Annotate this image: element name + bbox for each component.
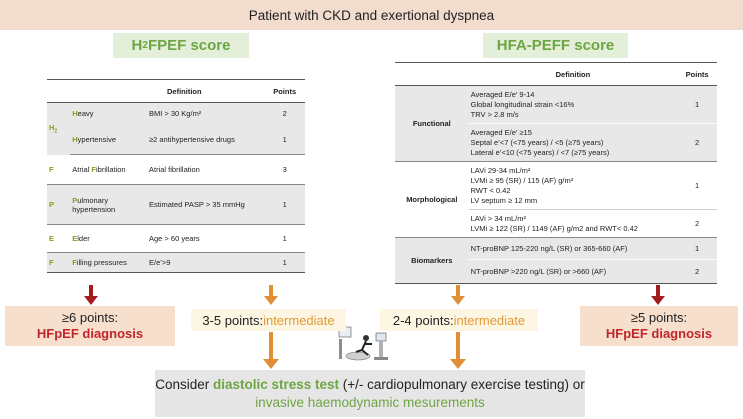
result-points: 2-4 points: (392, 312, 454, 328)
row-definition: Estimated PASP > 35 mmHg (147, 185, 264, 225)
domain-biomarkers: Biomarkers (395, 238, 469, 284)
result-hfapeff-diagnosis (580, 306, 738, 346)
domain-functional: Functional (395, 86, 469, 162)
criteria-cell: LAVi 29-34 mL/m² LVMi ≥ 95 (SR) / 115 (AF) g/m² RWT < 0.42 LV septum ≥ 12 mm (469, 162, 678, 210)
result-points: ≥5 points: (630, 310, 688, 325)
arrow-down-right-orange (450, 332, 466, 369)
row-letter-h2: $H_2$ (47, 103, 70, 155)
row-letter-f: F (47, 155, 70, 185)
hfapeff-title-text: HFA-PEFF score (496, 37, 615, 54)
arrow-down-left-orange (263, 332, 279, 369)
row-points: 1 (264, 125, 305, 155)
h2fpef-title-rest: FPEF score (147, 37, 231, 54)
criteria-cell: Averaged E/e’ 9-14 Global longitudinal strain <16% TRV > 2.8 m/s (469, 86, 678, 124)
row-letter-e: E (47, 225, 70, 253)
exercise-test-illustration-icon (339, 327, 388, 360)
h2fpef-title-sub: 2 (142, 40, 148, 51)
row-label: Pulmonary hypertension (70, 185, 147, 225)
row-letter-f2: F (47, 253, 70, 273)
result-diagnosis: HFpEF diagnosis (605, 326, 713, 341)
h2fpef-title-h: H (131, 37, 143, 54)
result-hfapeff-intermediate (380, 309, 538, 331)
recommendation-line-2: invasive haemodynamic mesurements (255, 394, 485, 410)
criteria-cell: Averaged E/e’ ≥15 Septal e’<7 (<75 years) / <5 (≥75 years) Lateral e’<10 (<75 years) / <7 (≥75 years) (469, 124, 678, 162)
row-points: 1 (677, 162, 717, 210)
criteria-cell: NT-proBNP >220 ng/L (SR) or >660 (AF) (469, 260, 678, 284)
row-points: 2 (677, 124, 717, 162)
recommendation-box (155, 370, 585, 417)
result-h2fpef-diagnosis (5, 306, 175, 346)
result-points: 3-5 points: (202, 312, 264, 328)
hfapeff-col-definition: Definition (469, 63, 678, 86)
row-letter-p: P (47, 185, 70, 225)
row-label: Atrial Fibrillation (70, 155, 147, 185)
domain-morphological: Morphological (395, 162, 469, 238)
row-definition: ≥2 antihypertensive drugs (147, 125, 264, 155)
row-label: Elder (70, 225, 147, 253)
arrow-mid-left-orange (264, 285, 278, 305)
criteria-cell: LAVi > 34 mL/m² LVMi ≥ 122 (SR) / 1149 (AF) g/m2 and RWT< 0.42 (469, 210, 678, 238)
result-h2fpef-intermediate (191, 309, 346, 331)
h2fpef-col-points: Points (264, 80, 305, 103)
row-label: Heavy (70, 103, 147, 125)
result-intermediate: intermediate (263, 312, 335, 328)
arrow-mid-right-orange (451, 285, 465, 305)
row-label: Hypertensive (70, 125, 147, 155)
row-label: Filling pressures (70, 253, 147, 273)
diastolic-stress-test-text: diastolic stress test (212, 376, 340, 392)
h2fpef-col-definition: Definition (147, 80, 264, 103)
row-points: 2 (264, 103, 305, 125)
arrow-left-red (84, 285, 98, 305)
result-intermediate: intermediate (453, 312, 526, 328)
row-points: 2 (677, 260, 717, 284)
row-definition: Atrial fibrillation (147, 155, 264, 185)
row-points: 1 (677, 238, 717, 260)
arrow-right-red (651, 285, 665, 305)
row-points: 1 (264, 225, 305, 253)
result-diagnosis: HFpEF diagnosis (36, 326, 144, 341)
criteria-cell: NT-proBNP 125-220 ng/L (SR) or 365-660 (AF) (469, 238, 678, 260)
banner-text: Patient with CKD and exertional dyspnea (248, 7, 495, 23)
recommendation-line-1: Consider diastolic stress test (+/- cardiopulmonary exercise testing) or (155, 376, 585, 392)
row-definition: E/e’>9 (147, 253, 264, 273)
row-points: 1 (264, 253, 305, 273)
hfapeff-col-points: Points (677, 63, 717, 86)
result-points: ≥6 points: (61, 310, 119, 325)
row-points: 1 (677, 86, 717, 124)
row-definition: BMI > 30 Kg/m² (147, 103, 264, 125)
row-points: 2 (677, 210, 717, 238)
row-definition: Age > 60 years (147, 225, 264, 253)
row-points: 3 (264, 155, 305, 185)
row-points: 1 (264, 185, 305, 225)
